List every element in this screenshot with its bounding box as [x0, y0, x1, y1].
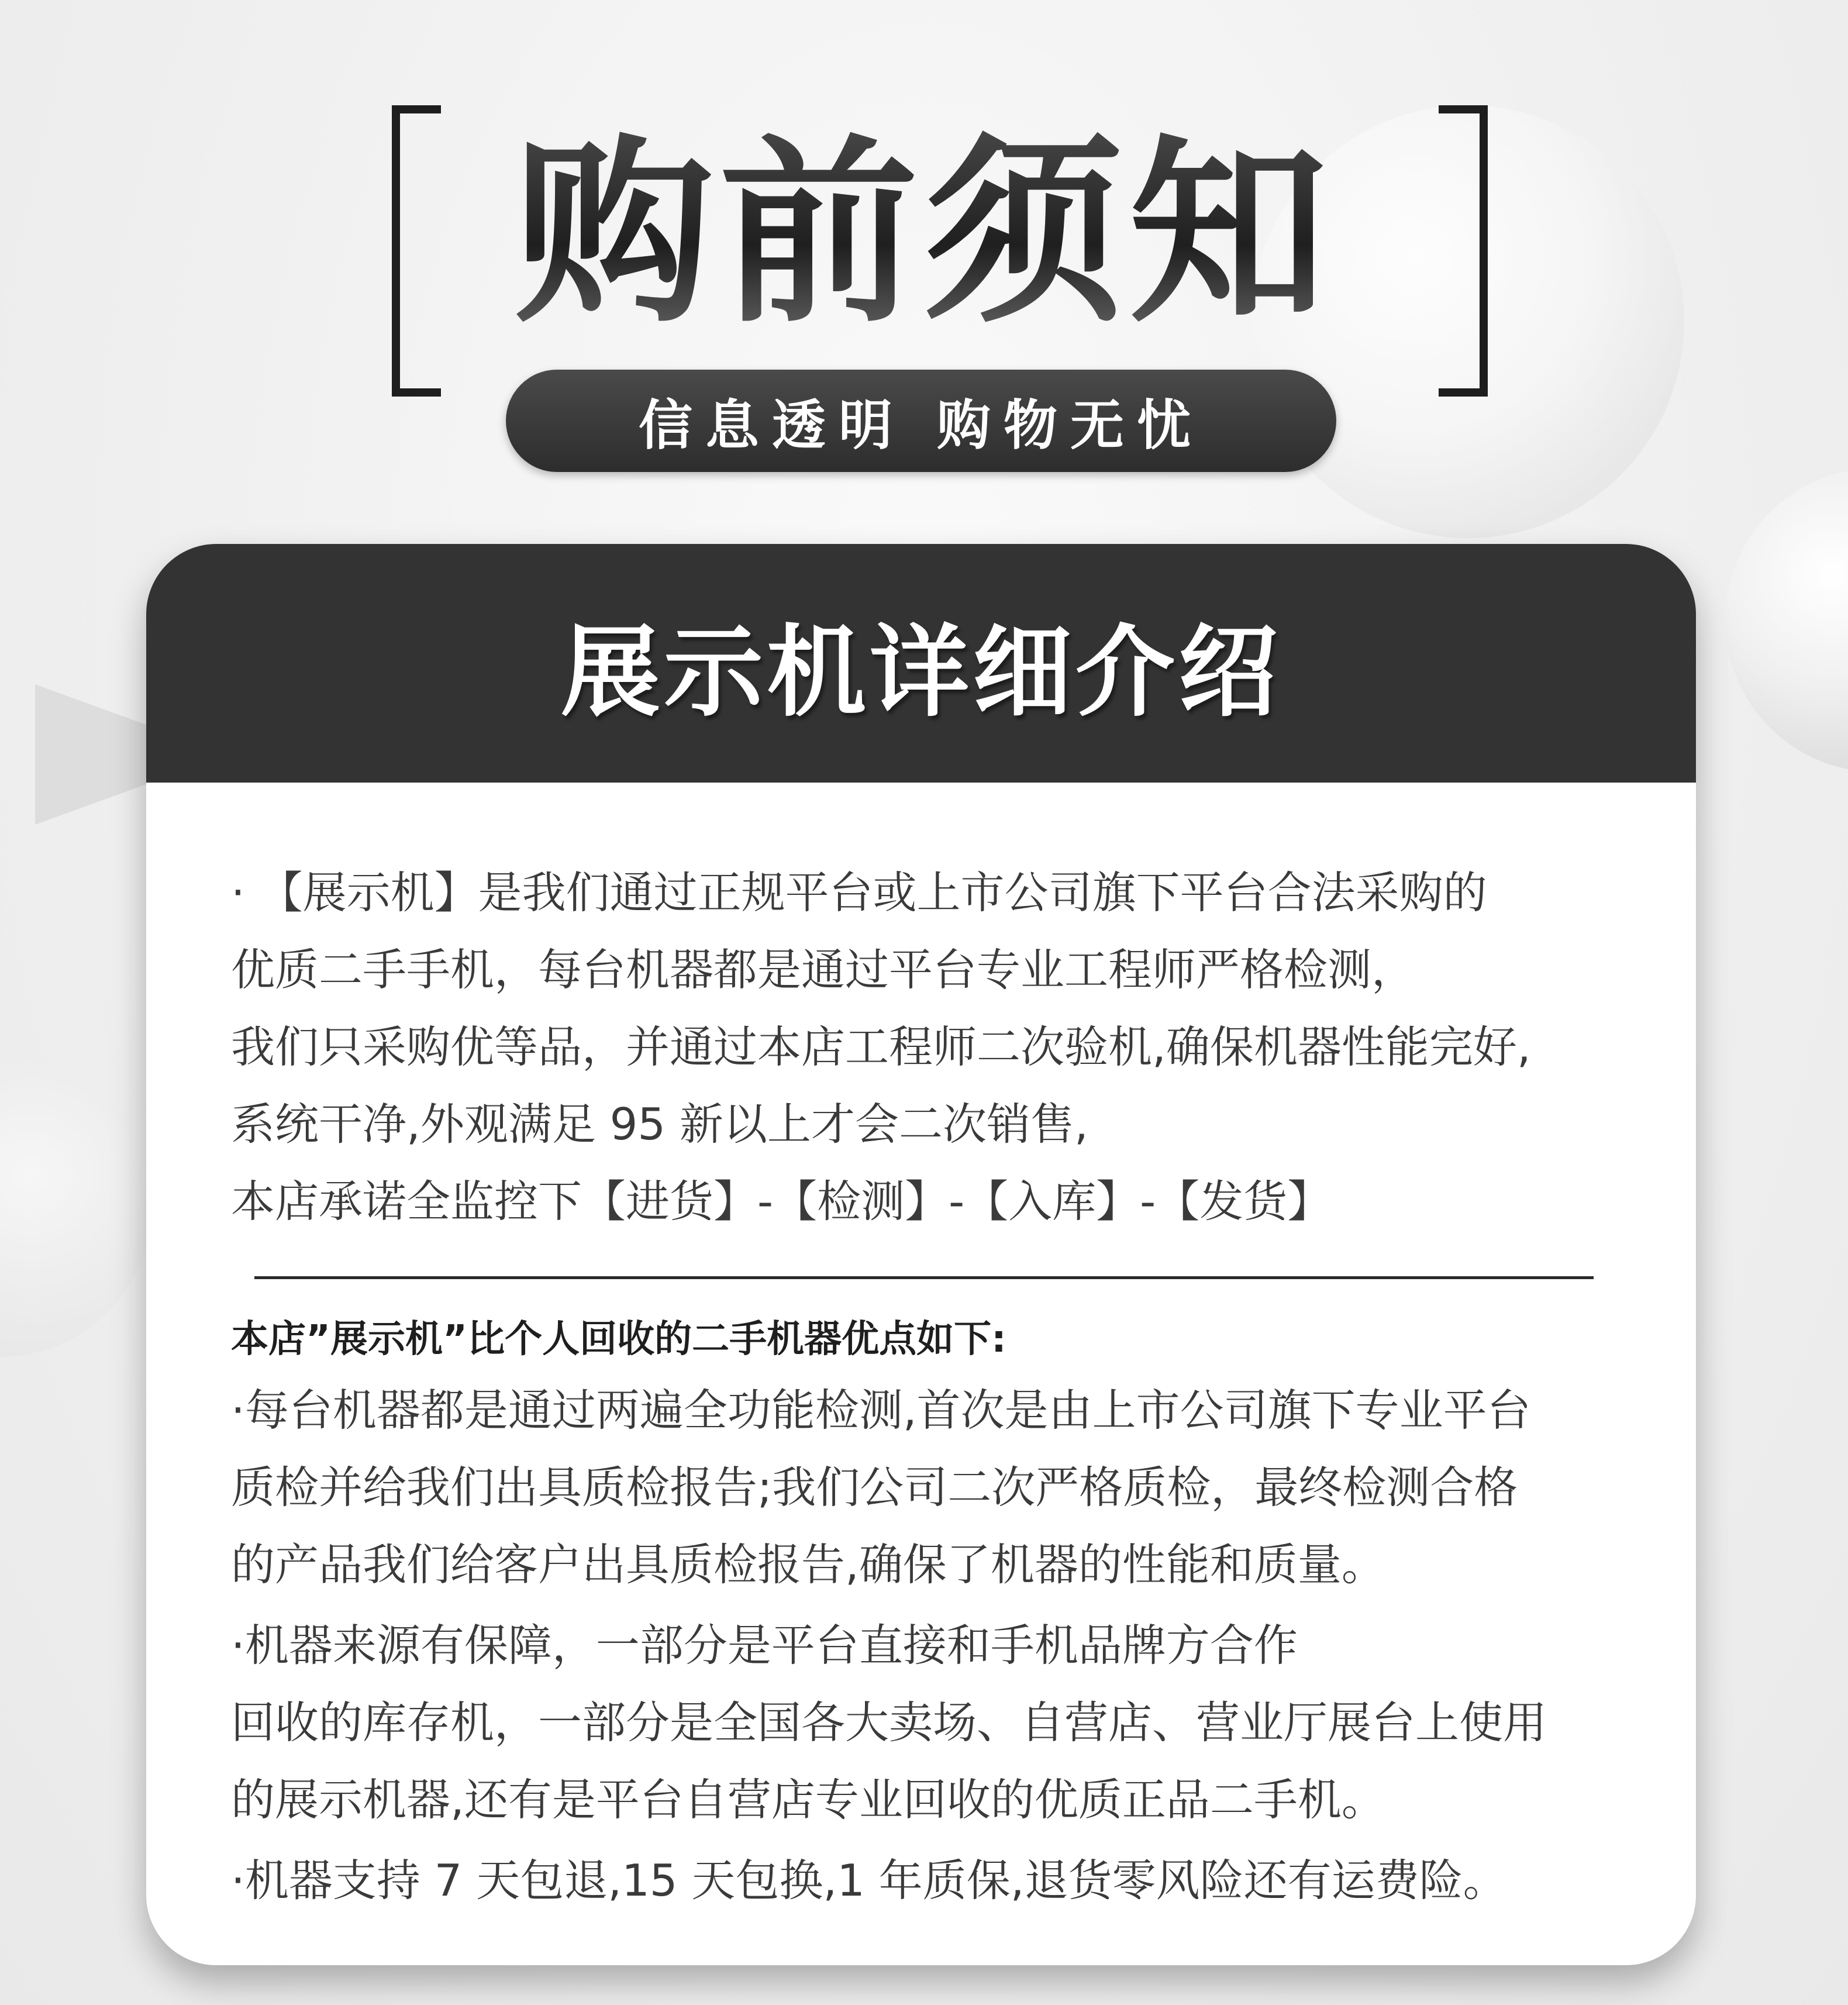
- card-body: [231, 854, 1635, 1919]
- text-line: 系统干净,外观满足 95 新以上才会二次销售,: [231, 1098, 1088, 1150]
- text-line: ·每台机器都是通过两遍全功能检测,首次是由上市公司旗下专业平台: [231, 1384, 1531, 1436]
- card-title: 展示机详细介绍: [560, 614, 1281, 731]
- title-bracket-left: [392, 105, 441, 397]
- text-line: 回收的库存机，一部分是全国各大卖场、自营店、营业厅展台上使用: [231, 1697, 1547, 1748]
- intro-paragraph: [231, 854, 1635, 1240]
- text-line: 的产品我们给客户出具质检报告,确保了机器的性能和质量。: [231, 1539, 1385, 1590]
- text-line: · 【展示机】是我们通过正规平台或上市公司旗下平台合法采购的: [231, 867, 1487, 918]
- text-line: 优质二手手机，每台机器都是通过平台专业工程师严格检测，: [231, 944, 1416, 995]
- text-line: ·机器支持 7 天包退,15 天包换,1 年质保,退货零风险还有运费险。: [231, 1855, 1507, 1906]
- advantage-item: [231, 1607, 1635, 1838]
- text-line: 本店承诺全监控下【进货】-【检测】-【入库】-【发货】: [231, 1176, 1332, 1227]
- title-bracket-right: [1439, 105, 1488, 397]
- advantages-heading: 本店”展示机”比个人回收的二手机器优点如下:: [231, 1318, 1006, 1361]
- subtitle-text: 信息透明 购物无忧: [638, 394, 1204, 457]
- text-line: 质检并给我们出具质检报告;我们公司二次严格质检，最终检测合格: [231, 1462, 1518, 1513]
- subtitle-badge: [506, 370, 1336, 472]
- info-card: [146, 544, 1696, 1965]
- card-header: [146, 544, 1696, 783]
- advantage-item: [231, 1842, 1635, 1919]
- text-line: 的展示机器,还有是平台自营店专业回收的优质正品二手机。: [231, 1774, 1385, 1825]
- page-title: 购前须知: [444, 117, 1404, 351]
- section-divider: [254, 1276, 1594, 1279]
- advantage-item: [231, 1372, 1635, 1603]
- text-line: 我们只采购优等品，并通过本店工程师二次验机,确保机器性能完好,: [231, 1021, 1531, 1073]
- text-line: ·机器来源有保障，一部分是平台直接和手机品牌方合作: [231, 1620, 1298, 1671]
